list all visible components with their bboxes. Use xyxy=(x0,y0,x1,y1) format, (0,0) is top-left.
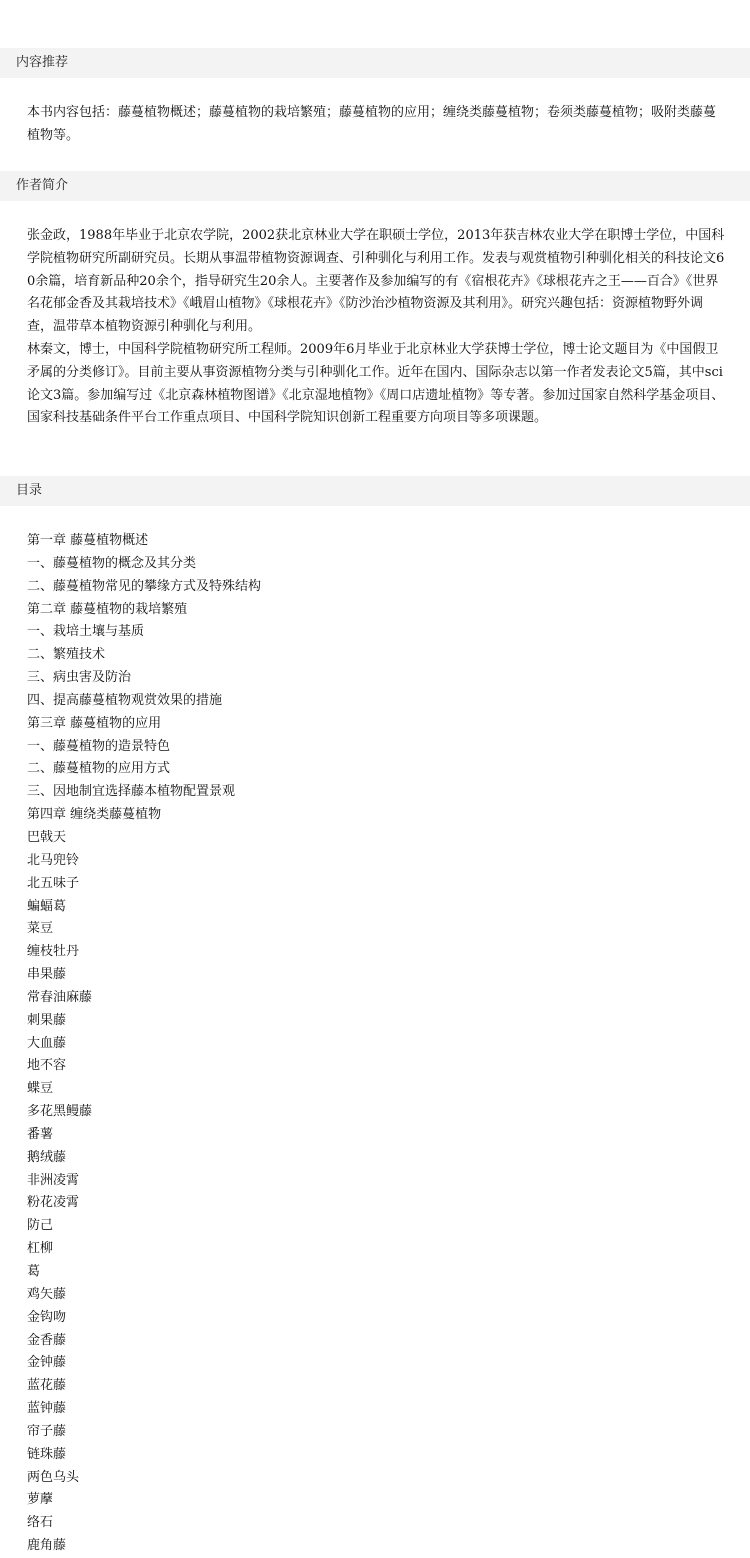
toc-item: 鹿角藤 xyxy=(27,1538,67,1554)
toc-item: 第二章 藤蔓植物的栽培繁殖 xyxy=(27,601,188,617)
toc-item: 常春油麻藤 xyxy=(27,989,93,1005)
toc-item: 串果藤 xyxy=(27,967,67,983)
toc-item: 三、因地制宜选择藤本植物配置景观 xyxy=(27,784,236,800)
author-paragraph-lin: 林秦文，博士，中国科学院植物研究所工程师。2009年6月毕业于北京林业大学获博士学位，博士论文题目为《中国假卫矛属的分类修订》。目前主要从事资源植物分类与引种驯化工作。近年在国内、国际杂志以第一作者发表论文5篇，其中sci论文3篇。参加编写过《北京森林植物图谱》《北京湿地植物》《周口店遗址植物》等专著。参加过国家自然科学基金项目、国家科技基础条件平台工作重点项目、中国科学院知识创新工程重要方向项目等多项课题。 xyxy=(27,341,725,426)
toc-item: 金香藤 xyxy=(27,1332,67,1348)
toc-item: 非洲凌霄 xyxy=(27,1172,80,1188)
toc-item: 缠枝牡丹 xyxy=(27,944,80,960)
toc-item: 金钩吻 xyxy=(27,1309,67,1325)
toc-item: 巴戟天 xyxy=(27,829,67,845)
toc-item: 葛 xyxy=(27,1264,41,1279)
toc-item: 链珠藤 xyxy=(27,1446,67,1462)
toc-item: 两色乌头 xyxy=(27,1469,80,1485)
toc-item: 大血藤 xyxy=(27,1035,67,1051)
toc-item: 二、繁殖技术 xyxy=(27,647,106,663)
author-paragraph-zhang: 张金政，1988年毕业于北京农学院，2002获北京林业大学在职硕士学位，2013年获吉林农业大学在职博士学位，中国科学院植物研究所副研究员。长期从事温带植物资源调查、引种驯化与利用工作。发表与观赏植物引种驯化相关的科技论文60余篇，培育新品种20余个，指导研究生20余人。主要著作及参加编写的有《宿根花卉》《球根花卉之王——百合》《世界名花郁金香及其栽培技术》《峨眉山植物》《球根花卉》《防沙治沙植物资源及其利用》。研究兴趣包括：资源植物野外调查，温带草本植物资源引种驯化与利用。 xyxy=(27,228,725,335)
toc-item: 蓝钟藤 xyxy=(27,1401,67,1417)
toc-item: 第四章 缠绕类藤蔓植物 xyxy=(27,807,162,823)
toc-item: 蝙蝠葛 xyxy=(27,898,67,914)
toc-item: 蝶豆 xyxy=(27,1081,54,1097)
author-section-header: 作者简介 xyxy=(0,171,750,201)
toc-item: 三、病虫害及防治 xyxy=(27,670,132,686)
toc-item: 防己 xyxy=(27,1218,54,1234)
author-text xyxy=(27,225,727,430)
toc-item: 帘子藤 xyxy=(27,1423,67,1439)
toc-item: 一、栽培土壤与基质 xyxy=(27,624,145,640)
toc-item: 二、藤蔓植物常见的攀缘方式及特殊结构 xyxy=(27,578,262,594)
intro-section-header: 内容推荐 xyxy=(0,48,750,78)
toc-item: 第一章 藤蔓植物概述 xyxy=(27,533,149,548)
toc-item: 四、提高藤蔓植物观赏效果的措施 xyxy=(27,692,223,708)
toc-item: 北马兜铃 xyxy=(27,852,80,868)
toc-item: 番薯 xyxy=(27,1126,54,1142)
toc-item: 杠柳 xyxy=(27,1241,54,1257)
toc-item: 多花黑鳗藤 xyxy=(27,1104,93,1120)
toc-item: 二、藤蔓植物的应用方式 xyxy=(27,761,171,777)
intro-paragraph: 本书内容包括：藤蔓植物概述；藤蔓植物的栽培繁殖；藤蔓植物的应用；缠绕类藤蔓植物；卷须类藤蔓植物；吸附类藤蔓植物等。 xyxy=(27,105,717,143)
toc-item: 鸡矢藤 xyxy=(27,1286,67,1302)
intro-text xyxy=(27,102,727,148)
toc-item: 一、藤蔓植物的造景特色 xyxy=(27,738,171,754)
toc-item: 蓝花藤 xyxy=(27,1378,67,1394)
toc-item: 鹅绒藤 xyxy=(27,1149,67,1165)
toc-list xyxy=(27,530,727,1558)
toc-item: 金钟藤 xyxy=(27,1355,67,1371)
toc-item: 菜豆 xyxy=(27,921,54,937)
toc-item: 北五味子 xyxy=(27,875,80,891)
toc-item: 萝藦 xyxy=(27,1492,54,1508)
toc-item: 刺果藤 xyxy=(27,1012,67,1028)
toc-section-header: 目录 xyxy=(0,476,750,506)
toc-item: 地不容 xyxy=(27,1058,67,1074)
toc-item: 第三章 藤蔓植物的应用 xyxy=(27,715,162,731)
toc-item: 络石 xyxy=(27,1515,54,1531)
toc-item: 一、藤蔓植物的概念及其分类 xyxy=(27,555,197,571)
toc-item: 粉花凌霄 xyxy=(27,1195,80,1211)
